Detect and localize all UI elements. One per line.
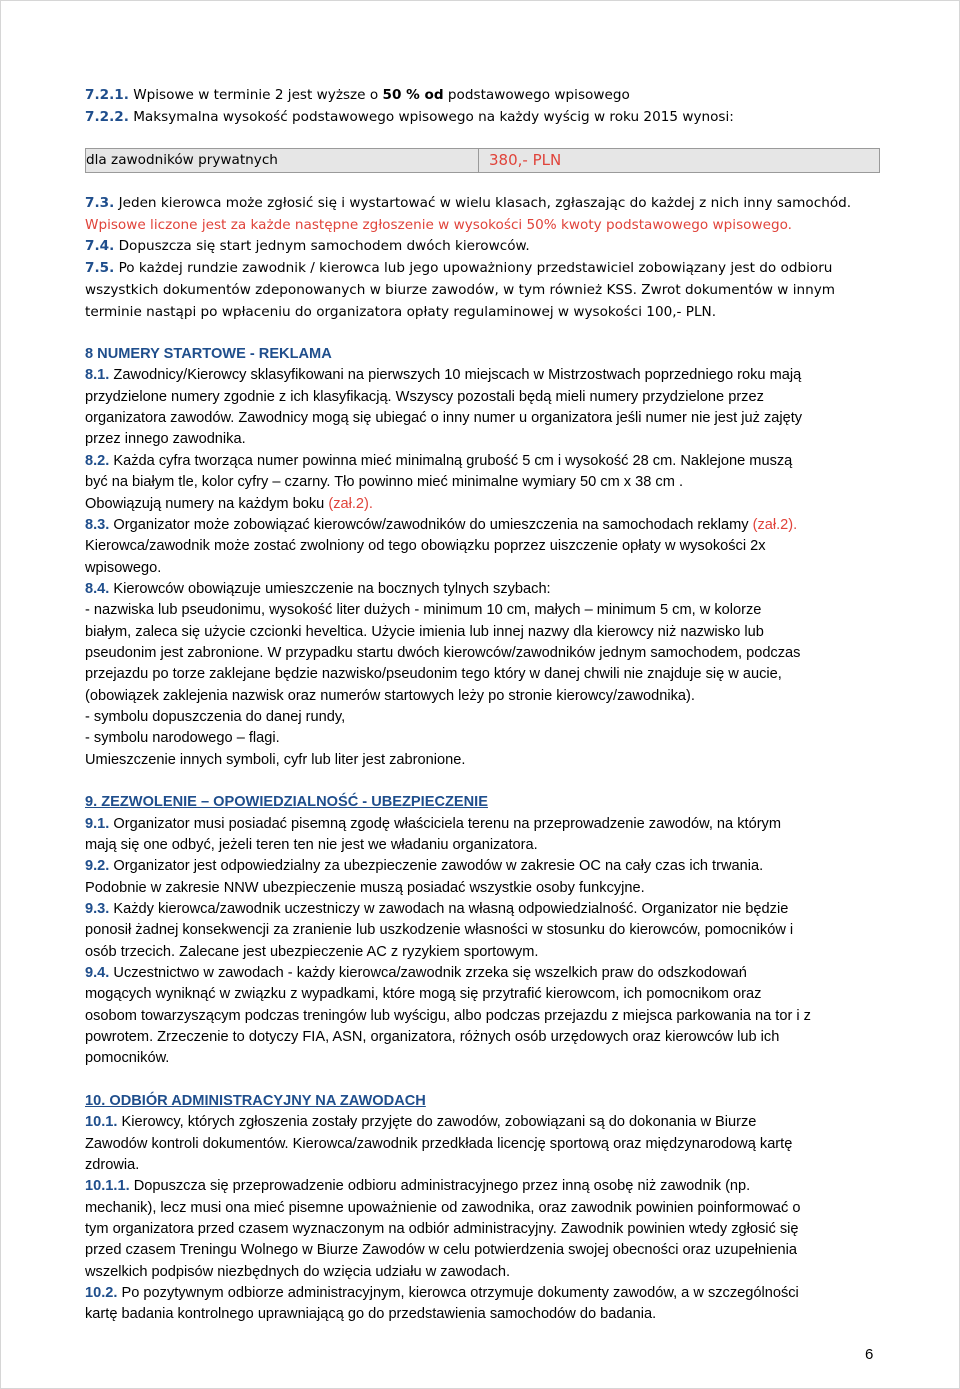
text-line: zdrowia. [85,1157,140,1173]
paragraph-7-4 [85,238,530,254]
text-line: przed czasem Treningu Wolnego w Biurze Zawodów w celu potwierdzenia swojej obecności oraz uzupełnienia [85,1242,797,1258]
section-number: 7.3. [85,195,115,211]
attachment-ref: (zał.2). [328,496,373,512]
text: Dopuszcza się przeprowadzenie odbioru administracyjnego przez inną osobę niż zawodnik (np. [129,1178,751,1194]
text: Uczestnictwo w zawodach - każdy kierowca/zawodnik zrzeka się wszelkich praw do odszkodowań [109,965,747,981]
paragraph-7-5 [85,260,832,276]
text-line: Kierowca/zawodnik może zostać zwolniony od tego obowiązku poprzez uiszczenie opłaty w wysokości 2x [85,538,766,554]
fee-label-cell [86,149,479,172]
section-number: 8.4. [85,581,110,597]
paragraph-10-2 [85,1285,799,1301]
text: Organizator jest odpowiedzialny za ubezpieczenie zawodów w zakresie OC na cały czas ich trwania. [109,858,764,874]
section-number: 9.1. [85,816,110,832]
text-line: osobom towarzyszącym podczas treningów lub wyścigu, albo podczas przejazdu z miejsca parkowania na tor i z [85,1008,811,1024]
text-line: terminie nastąpi po wpłaceniu do organizatora opłaty regulaminowej w wysokości 100,- PLN. [85,304,717,320]
text: Każda cyfra tworząca numer powinna mieć minimalną grubość 5 cm i wysokość 28 cm. Naklejone muszą [109,453,793,469]
paragraph-7-3-red: Wpisowe liczone jest za każde następne zgłoszenie w wysokości 50% kwoty podstawowego wpisowego. [85,217,792,233]
paragraph-9-1 [85,816,781,832]
section-number: 7.2.1. [85,87,129,103]
fee-label: dla zawodników prywatnych [86,152,278,168]
text: Dopuszcza się start jednym samochodem dwóch kierowców. [114,238,530,254]
paragraph-10-1 [85,1114,756,1130]
text-line: przydzielone numery zgodnie z ich klasyfikacją. Wszyscy pozostali będą mieli numery przydzielone przez [85,389,764,405]
text-line: tym organizatora przed czasem wyznaczonym na odbiór administracyjny. Zawodnik powinien wtedy zgłosić się [85,1221,799,1237]
text-line: (obowiązek zaklejenia nazwisk oraz numerów startowych leży po stronie kierowcy/zawodnika). [85,688,695,704]
section-number: 7.4. [85,238,115,254]
text-line: wszystkich dokumentów zdeponowanych w biurze zawodów, w tym również KSS. Zwrot dokumentów w innym [85,282,836,298]
attachment-ref: (zał.2). [752,517,798,533]
paragraph-10-1-1 [85,1178,750,1194]
paragraph-7-3 [85,195,851,211]
section-number: 10.1.1. [85,1178,130,1194]
text-line: pseudonim jest zabronione. W przypadku startu dwóch kierowców/zawodników jednym samochodem, podczas [85,645,801,661]
text: Maksymalna wysokość podstawowego wpisowego na każdy wyścig w roku 2015 wynosi: [128,109,734,125]
section-number: 7.5. [85,260,115,276]
text: Po każdej rundzie zawodnik / kierowca lub jego upoważniony przedstawiciel zobowiązany jest do odbioru [114,260,833,276]
text: Kierowcy, których zgłoszenia zostały przyjęte do zawodów, zobowiązani są do dokonania w Biurze [117,1114,757,1130]
text-line [85,496,373,512]
section-number: 8.3. [85,517,110,533]
text-line: wszelkich podpisów niezbędnych do wzięcia udziału w zawodach. [85,1264,511,1280]
text: podstawowego wpisowego [443,87,630,103]
text-line: kartę badania kontrolnego uprawniającą go do przedstawienia samochodów do badania. [85,1306,657,1322]
text: Po pozytywnym odbiorze administracyjnym, kierowca otrzymuje dokumenty zawodów, a w szczególności [117,1285,799,1301]
text-line: mogących wyniknąć w związku z wypadkami, które mogą się przytrafić kierowcom, ich pomocnikom oraz [85,986,762,1002]
section-number: 9.3. [85,901,110,917]
text: Jeden kierowca może zgłosić się i wystartować w wielu klasach, zgłaszając do każdej z nich inny samochód. [114,195,852,211]
text-line: być na białym tle, kolor cyfry – czarny. Tło powinno mieć minimalne wymiary 50 cm x 38 cm . [85,474,683,490]
section-number: 9.4. [85,965,110,981]
paragraph-9-2 [85,858,763,874]
section-number: 10.2. [85,1285,118,1301]
text: Organizator może zobowiązać kierowców/zawodników do umieszczenia na samochodach reklamy [109,517,753,533]
page-number: 6 [865,1346,874,1363]
text: Obowiązują numery na każdym boku [85,496,329,512]
text: Kierowców obowiązuje umieszczenie na bocznych tylnych szybach: [109,581,551,597]
section-number: 8.1. [85,367,110,383]
paragraph-7-2-2 [85,109,734,125]
text: Organizator musi posiadać pisemną zgodę właściciela terenu na przeprowadzenie zawodów, na którym [109,816,782,832]
text-line: pomocników. [85,1050,170,1066]
text-line: przez innego zawodnika. [85,431,246,447]
paragraph-9-3 [85,901,788,917]
section-heading-8: 8 NUMERY STARTOWE - REKLAMA [85,346,332,362]
paragraph-8-3 [85,517,797,533]
paragraph-9-4 [85,965,747,981]
fee-value: 380,- PLN [489,151,562,169]
text-line: Umieszczenie innych symboli, cyfr lub liter jest zabronione. [85,752,466,768]
text-line: organizatora zawodów. Zawodnicy mogą się ubiegać o inny numer u organizatora jeśli numer nie jest już zajęty [85,410,803,426]
section-heading-10: 10. ODBIÓR ADMINISTRACYJNY NA ZAWODACH [85,1093,426,1109]
text-line: białym, zaleca się użycie czcionki heveltica. Użycie imienia lub innej nazwy dla kierowcy niż nazwisko lub [85,624,764,640]
text: Zawodnicy/Kierowcy sklasyfikowani na pierwszych 10 miejscach w Mistrzostwach poprzedniego roku mają [109,367,802,383]
text-line: - nazwiska lub pseudonimu, wysokość liter dużych - minimum 10 cm, małych – minimum 5 cm, w kolorze [85,602,762,618]
section-number: 7.2.2. [85,109,129,125]
fee-table [85,148,880,173]
text: Wpisowe w terminie 2 jest wyższe o [128,87,383,103]
paragraph-8-4 [85,581,551,597]
paragraph-8-2 [85,453,792,469]
bold-text: 50 % od [382,87,444,103]
section-heading-9: 9. ZEZWOLENIE – OPOWIEDZIALNOŚĆ - UBEZPIECZENIE [85,794,488,810]
section-number: 10.1. [85,1114,118,1130]
text-line: Podobnie w zakresie NNW ubezpieczenie muszą posiadać wszystkie osoby funkcyjne. [85,880,645,896]
paragraph-7-2-1 [85,87,630,103]
text-line: ponosił żadnej konsekwencji za zranienie lub uszkodzenie własności w stosunku do kierowców, pomocników i [85,922,794,938]
text-line: mają się one odbyć, jeżeli teren ten nie jest we władaniu organizatora. [85,837,538,853]
text-line: - symbolu narodowego – flagi. [85,730,280,746]
text-line: wpisowego. [85,560,162,576]
text-line: osób trzecich. Zalecane jest ubezpieczenie AC z ryzykiem sportowym. [85,944,539,960]
text-line: - symbolu dopuszczenia do danej rundy, [85,709,346,725]
text-line: mechanik), lecz musi ona mieć pisemne upoważnienie od zawodnika, oraz zawodnik powinien poinformować o [85,1200,801,1216]
text-line: Zawodów kontroli dokumentów. Kierowca/zawodnik przedkłada licencję sportową oraz międzynarodową kartę [85,1136,793,1152]
paragraph-8-1 [85,367,801,383]
section-number: 9.2. [85,858,110,874]
text: Każdy kierowca/zawodnik uczestniczy w zawodach na własną odpowiedzialność. Organizator nie będzie [109,901,789,917]
section-number: 8.2. [85,453,110,469]
text-line: przejazdu po torze zaklejane będzie nazwisko/pseudonim tego który w danej chwili nie znajduje się w aucie, [85,666,782,682]
text-line: powrotem. Zrzeczenie to dotyczy FIA, ASN, organizatora, różnych osób urzędowych oraz kierowców lub ich [85,1029,780,1045]
